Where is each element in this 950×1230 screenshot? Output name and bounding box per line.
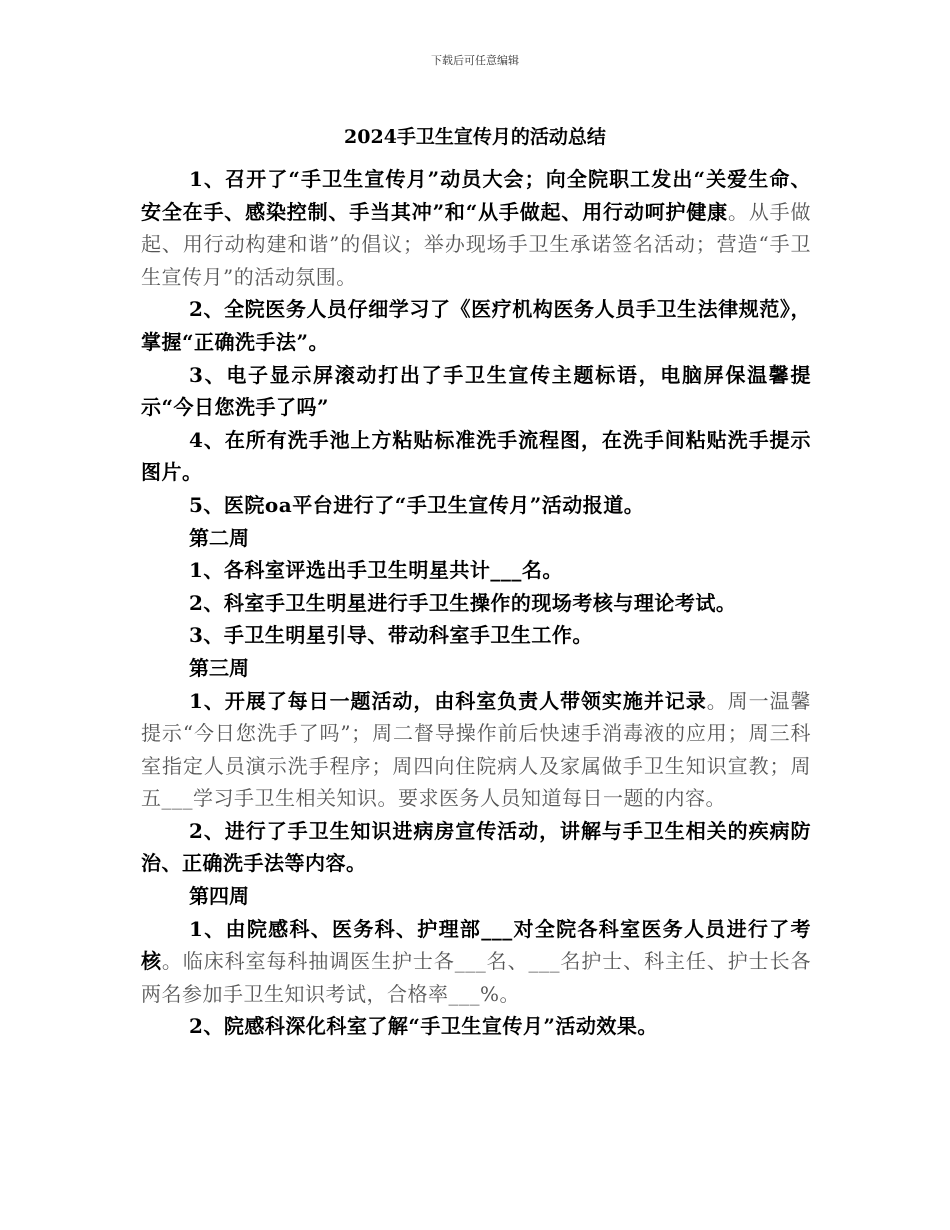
week1-item-1 — [141, 163, 811, 293]
week1-item-5: 5、医院oa平台进行了“手卫生宣传月”活动报道。 — [189, 492, 645, 517]
week2-item-3: 3、手卫生明星引导、带动科室手卫生工作。 — [189, 623, 593, 648]
week4-heading: 第四周 — [189, 884, 249, 909]
week1-item-4: 4、在所有洗手池上方粘贴标准洗手流程图，在洗手间粘贴洗手提示图片。 — [141, 427, 811, 485]
document-title: 2024手卫生宣传月的活动总结 — [344, 126, 606, 148]
week3-heading: 第三周 — [189, 655, 249, 680]
week4-item-1-light: 。临床科室每科抽调医生护士各___名、___名护士、科主任、护士长各两名参加手卫生知识考试，合格率___%。 — [141, 949, 812, 1006]
week4-item-1-bold: 1、由院感科、医务科、护理部___对全院各科室医务人员进行了考核 — [141, 916, 811, 974]
week1-item-1-light: 。从手做起、用行动构建和谐”的倡议；举办现场手卫生承诺签名活动；营造“手卫生宣传月”的活动氛围。 — [141, 199, 811, 289]
page-header-note: 下载后可任意编辑 — [431, 54, 519, 67]
week3-item-2: 2、进行了手卫生知识进病房宣传活动，讲解与手卫生相关的疾病防治、正确洗手法等内容。 — [141, 818, 811, 876]
week4-item-1 — [141, 913, 811, 1011]
week1-item-2: 2、全院医务人员仔细学习了《医疗机构医务人员手卫生法律规范》，掌握“正确洗手法”。 — [141, 297, 811, 354]
week3-item-1-bold: 1、开展了每日一题活动，由科室负责人带领实施并记录 — [189, 688, 707, 713]
week2-item-1: 1、各科室评选出手卫生明星共计___名。 — [189, 558, 563, 583]
week2-item-2: 2、科室手卫生明星进行手卫生操作的现场考核与理论考试。 — [189, 590, 737, 615]
week4-item-2: 2、院感科深化科室了解“手卫生宣传月”活动效果。 — [189, 1014, 658, 1039]
week1-item-1-bold: 1、召开了“手卫生宣传月”动员大会；向全院职工发出“关爱生命、安全在手、感染控制、手当其冲”和“从手做起、用行动呵护健康 — [141, 167, 811, 224]
week3-item-1 — [141, 685, 811, 815]
week2-heading: 第二周 — [189, 525, 249, 550]
week1-item-3: 3、电子显示屏滚动打出了手卫生宣传主题标语，电脑屏保温馨提示“今日您洗手了吗” — [141, 362, 811, 420]
document-body — [141, 163, 811, 1043]
week3-item-1-light: 。周一温馨提示“今日您洗手了吗”；周二督导操作前后快速手消毒液的应用；周三科室指定人员演示洗手程序；周四向住院病人及家属做手卫生知识宣教；周五___学习手卫生相关知识。要求医务人员知道每日一题的内容。 — [141, 688, 812, 811]
